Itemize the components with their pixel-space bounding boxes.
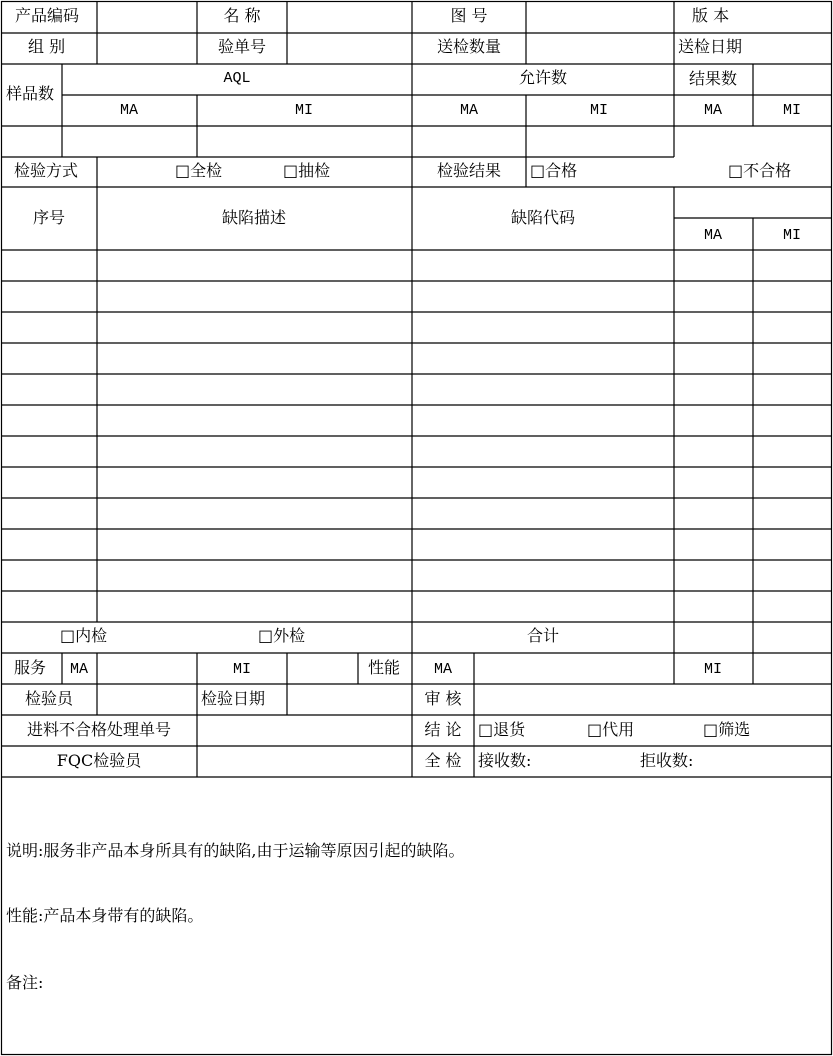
label-fqc-inspector: FQC检验员 — [56, 751, 142, 770]
checkbox-sampling-inspection[interactable]: □抽检 — [283, 161, 331, 180]
label-aql: AQL — [223, 70, 251, 87]
label-performance-mi: MI — [703, 661, 723, 678]
checkbox-fail[interactable]: □不合格 — [728, 161, 792, 180]
label-accepted: 接收数: — [478, 751, 532, 770]
label-name: 名 称 — [223, 6, 261, 25]
label-result-mi: MI — [782, 102, 802, 119]
label-version: 版 本 — [692, 6, 730, 25]
label-group: 组 别 — [28, 37, 66, 56]
label-service: 服务 — [14, 658, 47, 677]
label-result-qty: 结果数 — [688, 69, 738, 88]
label-service-mi: MI — [232, 661, 252, 678]
checkbox-internal[interactable]: □内检 — [60, 626, 108, 645]
label-allowed-mi: MI — [589, 102, 609, 119]
checkbox-full-inspection[interactable]: □全检 — [175, 161, 223, 180]
checkbox-screen[interactable]: □筛选 — [703, 720, 751, 739]
label-defect-ma: MA — [703, 227, 723, 244]
note-service: 说明:服务非产品本身所具有的缺陷,由于运输等原因引起的缺陷。 — [6, 841, 465, 860]
label-result-ma: MA — [703, 102, 723, 119]
label-rejected: 拒收数: — [640, 751, 694, 770]
label-conclusion: 结 论 — [424, 720, 462, 739]
checkbox-pass[interactable]: □合格 — [530, 161, 578, 180]
checkbox-external[interactable]: □外检 — [258, 626, 306, 645]
checkbox-substitute[interactable]: □代用 — [587, 720, 635, 739]
label-allowed: 允许数 — [518, 68, 568, 87]
label-drawing-no: 图 号 — [450, 6, 488, 25]
label-result: 检验结果 — [436, 161, 502, 180]
label-sample-qty: 样品数 — [6, 84, 55, 103]
label-inspector: 检验员 — [24, 689, 74, 708]
label-defect-code: 缺陷代码 — [510, 208, 576, 227]
label-service-ma: MA — [69, 661, 89, 678]
label-seq: 序号 — [32, 208, 66, 227]
label-method: 检验方式 — [14, 161, 79, 180]
label-defect-mi: MI — [782, 227, 802, 244]
label-allowed-ma: MA — [459, 102, 479, 119]
label-submit-date: 送检日期 — [678, 37, 743, 56]
label-performance: 性能 — [368, 658, 401, 677]
label-inspection-no: 验单号 — [217, 37, 267, 56]
checkbox-return[interactable]: □退货 — [478, 720, 526, 739]
note-performance: 性能:产品本身带有的缺陷。 — [6, 906, 204, 925]
note-remark: 备注: — [6, 973, 44, 992]
label-performance-ma: MA — [433, 661, 453, 678]
label-submit-qty: 送检数量 — [436, 37, 502, 56]
label-product-code: 产品编码 — [15, 6, 80, 25]
label-full-inspection: 全 检 — [424, 751, 462, 770]
label-ncr-no: 进料不合格处理单号 — [26, 720, 172, 739]
label-review: 审 核 — [424, 689, 462, 708]
label-total: 合计 — [526, 626, 560, 645]
label-defect-description: 缺陷描述 — [221, 208, 287, 227]
label-aql-ma: MA — [119, 102, 139, 119]
label-inspect-date: 检验日期 — [201, 689, 266, 708]
label-aql-mi: MI — [294, 102, 314, 119]
